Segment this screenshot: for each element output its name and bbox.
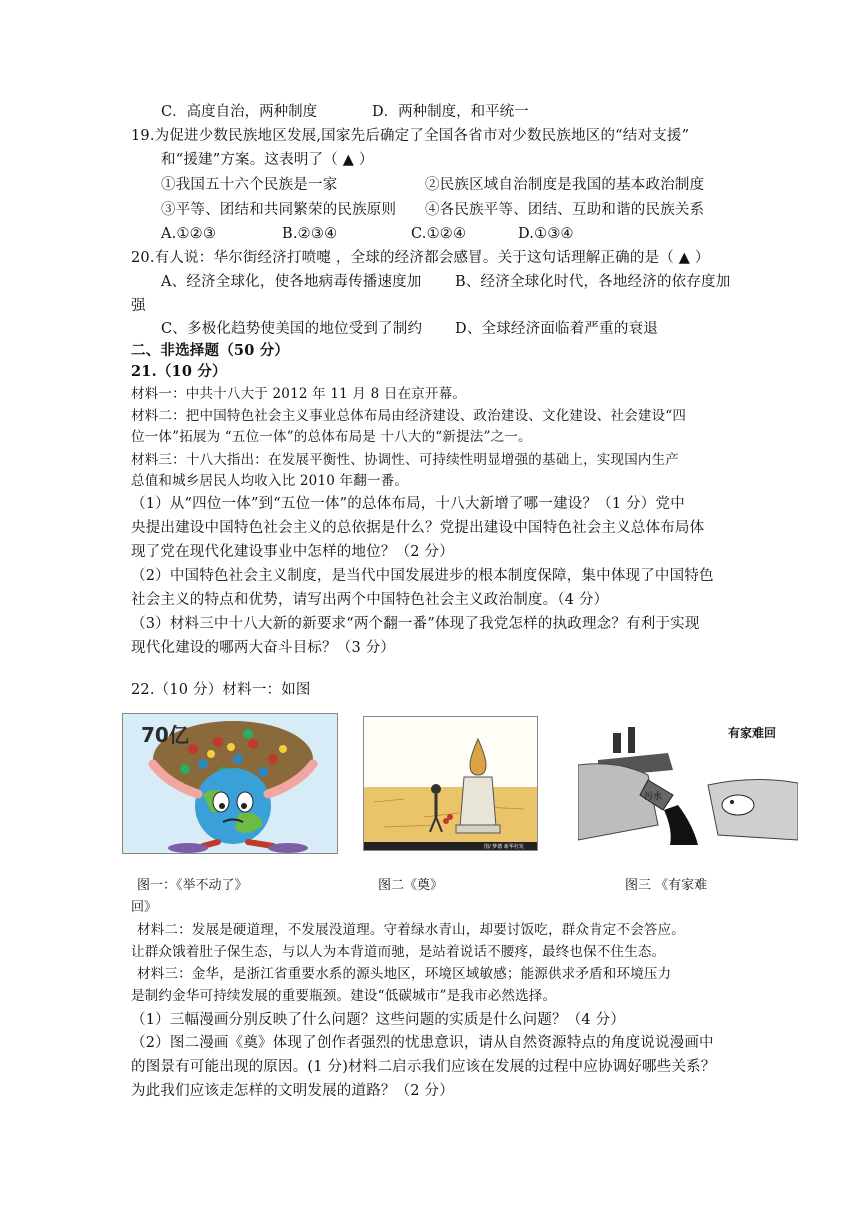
earth-overload-illustration [123,714,337,853]
q19-item-1: ①我国五十六个民族是一家 [161,177,338,193]
figure-2-credit: 图/ 梦德 新华社发 [484,844,524,850]
q20-option-b-wrap: 强 [131,298,146,314]
q21-part-1-line2: 央提出建设中国特色社会主义的总依据是什么？党提出建设中国特色社会主义总体布局体 [131,520,705,536]
q20-option-b: B、经济全球化时代，各地经济的依存度加 [455,274,731,290]
figure-3-caption-wrap: 回》 [131,900,158,915]
figure-3-title: 有家难回 [728,726,777,740]
q20-stem: 20.有人说：华尔街经济打喷嚏 ，全球的经济都会感冒。关于这句话理解正确的是（ ▲ ） [131,250,710,266]
q19-option-d: D.①③④ [518,226,574,242]
q21-part-1-line1: （1）从“四位一体”到“五位一体”的总体布局，十八大新增了哪一建设？（1 分）党中 [131,496,685,512]
figure-3-sewage-label: 污水 [644,792,663,802]
q19-item-2: ②民族区域自治制度是我国的基本政治制度 [425,177,705,193]
q19-stem-line1: 19.为促进少数民族地区发展,国家先后确定了全国各省市对少数民族地区的“结对支援” [131,128,690,144]
q21-number: 21.（10 分） [131,363,227,380]
q19-item-3: ③平等、团结和共同繁荣的民族原则 [161,202,397,218]
q22-material-3-line1: 材料三：金华，是浙江省重要水系的源头地区，环境区域敏感；能源供求矛盾和环境压力 [137,966,672,982]
q22-part-2-line2: 的图景有可能出现的原因。(1 分)材料二启示我们应该在发展的过程中应协调好哪些关系？ [131,1059,716,1075]
figure-2-cartoon [363,716,538,851]
q19-stem-line2: 和“援建”方案。这表明了（ ▲ ） [161,152,374,168]
last-drop-monument-illustration [364,717,537,850]
q20-option-c: C、多极化趋势使美国的地位受到了制约 [161,321,423,337]
q21-part-3-line1: （3）材料三中十八大新的新要求“两个翻一番”体现了我党怎样的执政理念？有利于实现 [131,616,700,632]
q20-option-a: A、经济全球化，使各地病毒传播速度加 [161,274,422,290]
figure-1-cartoon [122,713,338,854]
figure-3-cartoon [578,715,798,845]
q19-option-b: B.②③④ [282,226,338,242]
polluted-river-illustration [578,715,798,845]
q22-part-1: （1）三幅漫画分别反映了什么问题？这些问题的实质是什么问题？（4 分） [131,1012,626,1028]
q21-material-2-line2: 位一体”拓展为 “五位一体”的总体布局是 十八大的“新提法”之一。 [131,429,532,445]
figure-2-caption: 图二《奠》 [378,878,444,893]
q21-part-3-line2: 现代化建设的哪两大奋斗目标？（3 分） [131,640,396,656]
q18-option-c: C．高度自治，两种制度 [161,104,318,120]
q22-part-2-line3: 为此我们应该走怎样的文明发展的道路？（2 分） [131,1083,454,1099]
q21-part-2-line2: 社会主义的特点和优势，请写出两个中国特色社会主义政治制度。（4 分） [131,592,609,608]
q18-option-d: D．两种制度，和平统一 [372,104,529,120]
q21-part-1-line3: 现了党在现代化建设事业中怎样的地位？（2 分） [131,544,454,560]
q19-option-c: C.①②④ [411,226,467,242]
figure-3-caption: 图三 《有家难 [625,878,708,893]
figure-1-70yi-label: 70亿 [141,723,189,747]
q21-material-3-line1: 材料三：十八大指出：在发展平衡性、协调性、可持续性明显增强的基础上，实现国内生产 [131,452,679,468]
q22-material-2-line1: 材料二：发展是硬道理，不发展没道理。守着绿水青山，却要讨饭吃，群众肯定不会答应。 [137,922,685,938]
q21-material-2-line1: 材料二：把中国特色社会主义事业总体布局由经济建设、政治建设、文化建设、社会建设“四 [131,408,687,424]
q22-material-2-line2: 让群众饿着肚子保生态，与以人为本背道而驰，是站着说话不腰疼，最终也保不住生态。 [131,944,666,960]
q22-part-2-line1: （2）图二漫画《奠》体现了创作者强烈的忧患意识，请从自然资源特点的角度说说漫画中 [131,1035,714,1051]
q19-item-4: ④各民族平等、团结、互助和谐的民族关系 [425,202,705,218]
section-2-title: 二、非选择题（50 分） [131,342,290,359]
q21-material-3-line2: 总值和城乡居民人均收入比 2010 年翻一番。 [131,473,409,489]
q22-header: 22.（10 分）材料一：如图 [131,682,311,698]
q19-option-a: A.①②③ [161,226,217,242]
figure-1-caption: 图一：《举不动了》 [137,878,248,893]
q21-part-2-line1: （2）中国特色社会主义制度，是当代中国发展进步的根本制度保障，集中体现了中国特色 [131,568,714,584]
q20-option-d: D、全球经济面临着严重的衰退 [455,321,658,337]
q22-material-3-line2: 是制约金华可持续发展的重要瓶颈。建设“低碳城市”是我市必然选择。 [131,988,557,1004]
q21-material-1: 材料一：中共十八大于 2012 年 11 月 8 日在京开幕。 [131,386,467,402]
